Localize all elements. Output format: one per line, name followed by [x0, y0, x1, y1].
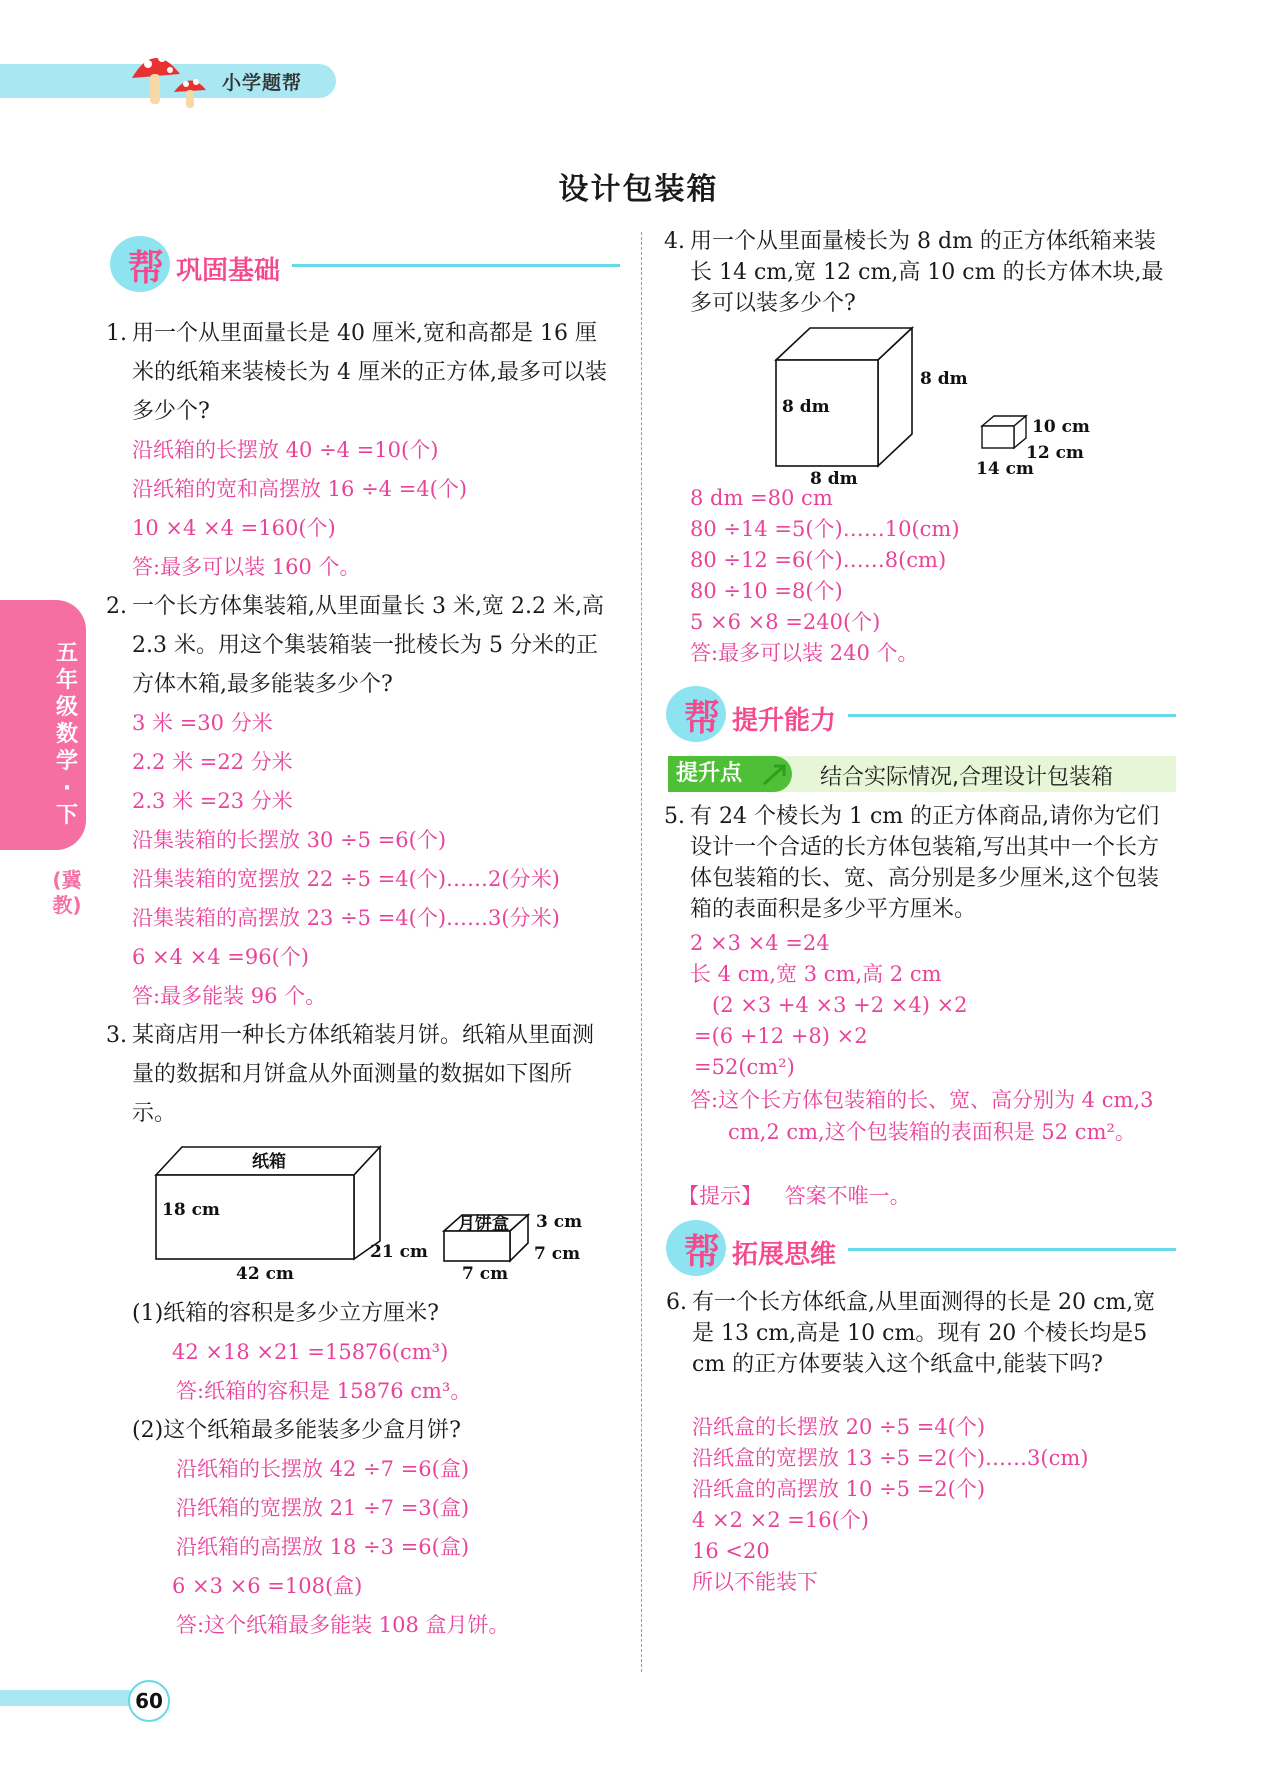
answer-line: 沿纸箱的高摆放 18 ÷3 =6(盒) [176, 1535, 470, 1559]
carton-height-label: 18 cm [162, 1200, 220, 1220]
answer-line: 80 ÷12 =6(个)……8(cm) [690, 548, 947, 572]
answer-line: 沿集装箱的宽摆放 22 ÷5 =4(个)……2(分米) [132, 867, 560, 891]
section-bang: 帮 [684, 698, 721, 739]
section-title: 拓展思维 [732, 1240, 837, 1270]
brand-label: 小学题帮 [222, 72, 303, 94]
answer-line: 沿纸箱的长摆放 42 ÷7 =6(盒) [176, 1457, 470, 1481]
column-divider [641, 232, 642, 1672]
cube-front-label: 8 dm [782, 397, 830, 417]
section-header-improve [666, 686, 1176, 742]
carton-label: 纸箱 [252, 1152, 286, 1172]
focus-point-text: 结合实际情况,合理设计包装箱 [820, 765, 1113, 790]
answer-line: 沿纸盒的高摆放 10 ÷5 =2(个) [692, 1477, 986, 1501]
question-3 [106, 1016, 614, 1133]
figure-carton-and-mooncake-box [140, 1135, 610, 1285]
question-5 [664, 801, 1176, 925]
section-bang: 帮 [128, 248, 165, 289]
mushroom-icon [128, 44, 218, 114]
answer-line: 2 ×3 ×4 =24 [690, 931, 830, 955]
section-line [848, 714, 1176, 717]
hint-text: 答案不唯一。 [784, 1184, 911, 1208]
answer-line: =(6 +12 +8) ×2 [694, 1024, 868, 1048]
answer-line: 沿纸盒的宽摆放 13 ÷5 =2(个)……3(cm) [692, 1446, 1089, 1470]
side-tab-label: 五年级数学·下 [55, 641, 78, 828]
question-text: 有 24 个棱长为 1 cm 的正方体商品,请你为它们设计一个合适的长方体包装箱,写出其中一个长方体包装箱的长、宽、高分别是多少厘米,这个包装箱的表面积是多少平方厘米。 [690, 804, 1160, 922]
answer-line: 3 米 =30 分米 [132, 711, 273, 735]
sub-question-1: (1)纸箱的容积是多少立方厘米? [132, 1301, 439, 1326]
focus-point-tag-label: 提升点 [676, 761, 743, 786]
mooncake-height-label: 3 cm [536, 1212, 583, 1232]
answer-line: 答:纸箱的容积是 15876 cm³。 [176, 1379, 472, 1403]
block-width-label: 12 cm [1026, 443, 1084, 463]
question-2 [106, 587, 614, 704]
answer-line: 答:最多可以装 240 个。 [690, 641, 919, 665]
question-text: 用一个从里面量棱长为 8 dm 的正方体纸箱来装长 14 cm,宽 12 cm,高 10 cm 的长方体木块,最多可以装多少个? [690, 229, 1164, 316]
answer-line: 5 ×6 ×8 =240(个) [690, 610, 881, 634]
mooncake-width-label: 7 cm [534, 1244, 581, 1264]
carton-width-label: 21 cm [370, 1242, 428, 1262]
answer-line: 6 ×4 ×4 =96(个) [132, 945, 310, 969]
answer-line: 10 ×4 ×4 =160(个) [132, 516, 336, 540]
answer-line: 沿纸箱的长摆放 40 ÷4 =10(个) [132, 438, 439, 462]
section-header-extend [666, 1220, 1176, 1276]
question-text: 一个长方体集装箱,从里面量长 3 米,宽 2.2 米,高 2.3 米。用这个集装箱装一批棱长为 5 分米的正方体木箱,最多能装多少个? [132, 594, 604, 697]
block-length-label: 14 cm [976, 459, 1034, 479]
hint-line [678, 1180, 911, 1212]
question-number: 5. [664, 804, 685, 829]
question-number: 3. [106, 1023, 127, 1048]
question-6 [666, 1287, 1176, 1380]
answer-line: 2.3 米 =23 分米 [132, 789, 293, 813]
question-text: 用一个从里面量长是 40 厘米,宽和高都是 16 厘米的纸箱来装棱长为 4 厘米的正方体,最多可以装多少个? [132, 321, 607, 424]
question-number: 4. [664, 229, 685, 254]
answer-final: 答:这个长方体包装箱的长、宽、高分别为 4 cm,3 cm,2 cm,这个包装箱的表面积是 52 cm²。 [690, 1088, 1154, 1144]
answer-line: 所以不能装下 [692, 1570, 818, 1594]
question-number: 1. [106, 321, 127, 346]
figure-cube-and-block [770, 322, 1110, 486]
answer-line: 6 ×3 ×6 =108(盒) [172, 1574, 363, 1598]
question-1 [106, 314, 614, 431]
block-height-label: 10 cm [1032, 417, 1090, 437]
answer-line: (2 ×3 +4 ×3 +2 ×4) ×2 [712, 993, 968, 1017]
answer-line: 答:这个纸箱最多能装 108 盒月饼。 [176, 1613, 510, 1637]
side-tab-sublabel: (冀教) [52, 868, 82, 917]
answer-line: 沿集装箱的长摆放 30 ÷5 =6(个) [132, 828, 447, 852]
answer-line: 答:最多可以装 160 个。 [132, 555, 361, 579]
answer-line: 16 <20 [692, 1539, 770, 1563]
mooncake-length-label: 7 cm [462, 1264, 509, 1284]
section-title: 提升能力 [732, 706, 837, 736]
cube-bottom-label: 8 dm [810, 469, 858, 486]
answer-line: 沿纸箱的宽和高摆放 16 ÷4 =4(个) [132, 477, 468, 501]
answer-line: 2.2 米 =22 分米 [132, 750, 293, 774]
cube-side-label: 8 dm [920, 369, 968, 389]
answer-line: 长 4 cm,宽 3 cm,高 2 cm [690, 962, 942, 986]
answer-line: 80 ÷14 =5(个)……10(cm) [690, 517, 960, 541]
answer-line: 80 ÷10 =8(个) [690, 579, 843, 603]
arrow-icon [760, 760, 794, 788]
answer-line: 42 ×18 ×21 =15876(cm³) [172, 1340, 449, 1364]
section-bang: 帮 [684, 1232, 721, 1273]
question-text: 某商店用一种长方体纸箱装月饼。纸箱从里面测量的数据和月饼盒从外面测量的数据如下图所示。 [132, 1023, 595, 1126]
hint-tag: 【提示】 [678, 1184, 762, 1208]
answer-line: 答:最多能装 96 个。 [132, 984, 327, 1008]
section-header-basics [110, 236, 620, 292]
page-title: 设计包装箱 [558, 172, 719, 207]
section-title: 巩固基础 [176, 256, 281, 286]
answer-line: 沿纸盒的长摆放 20 ÷5 =4(个) [692, 1415, 986, 1439]
question-text: 有一个长方体纸盒,从里面测得的长是 20 cm,宽是 13 cm,高是 10 cm。现有 20 个棱长均是5 cm 的正方体要装入这个纸盒中,能装下吗? [692, 1290, 1156, 1377]
answer-line: 8 dm =80 cm [690, 486, 833, 510]
section-line [848, 1248, 1176, 1251]
wood-block [982, 426, 1014, 448]
sub-question-2: (2)这个纸箱最多能装多少盒月饼? [132, 1418, 461, 1443]
mooncake-box-label: 月饼盒 [458, 1214, 509, 1234]
question-number: 6. [666, 1290, 687, 1315]
carton-length-label: 42 cm [236, 1264, 294, 1284]
answer-line: =52(cm²) [694, 1055, 795, 1079]
question-4 [664, 226, 1176, 319]
answer-line: 沿纸箱的宽摆放 21 ÷7 =3(盒) [176, 1496, 470, 1520]
section-line [292, 264, 620, 267]
mooncake-box [444, 1231, 510, 1261]
page-number: 60 [128, 1680, 170, 1722]
question-number: 2. [106, 594, 127, 619]
answer-line: 沿集装箱的高摆放 23 ÷5 =4(个)……3(分米) [132, 906, 560, 930]
answer-line: 4 ×2 ×2 =16(个) [692, 1508, 870, 1532]
